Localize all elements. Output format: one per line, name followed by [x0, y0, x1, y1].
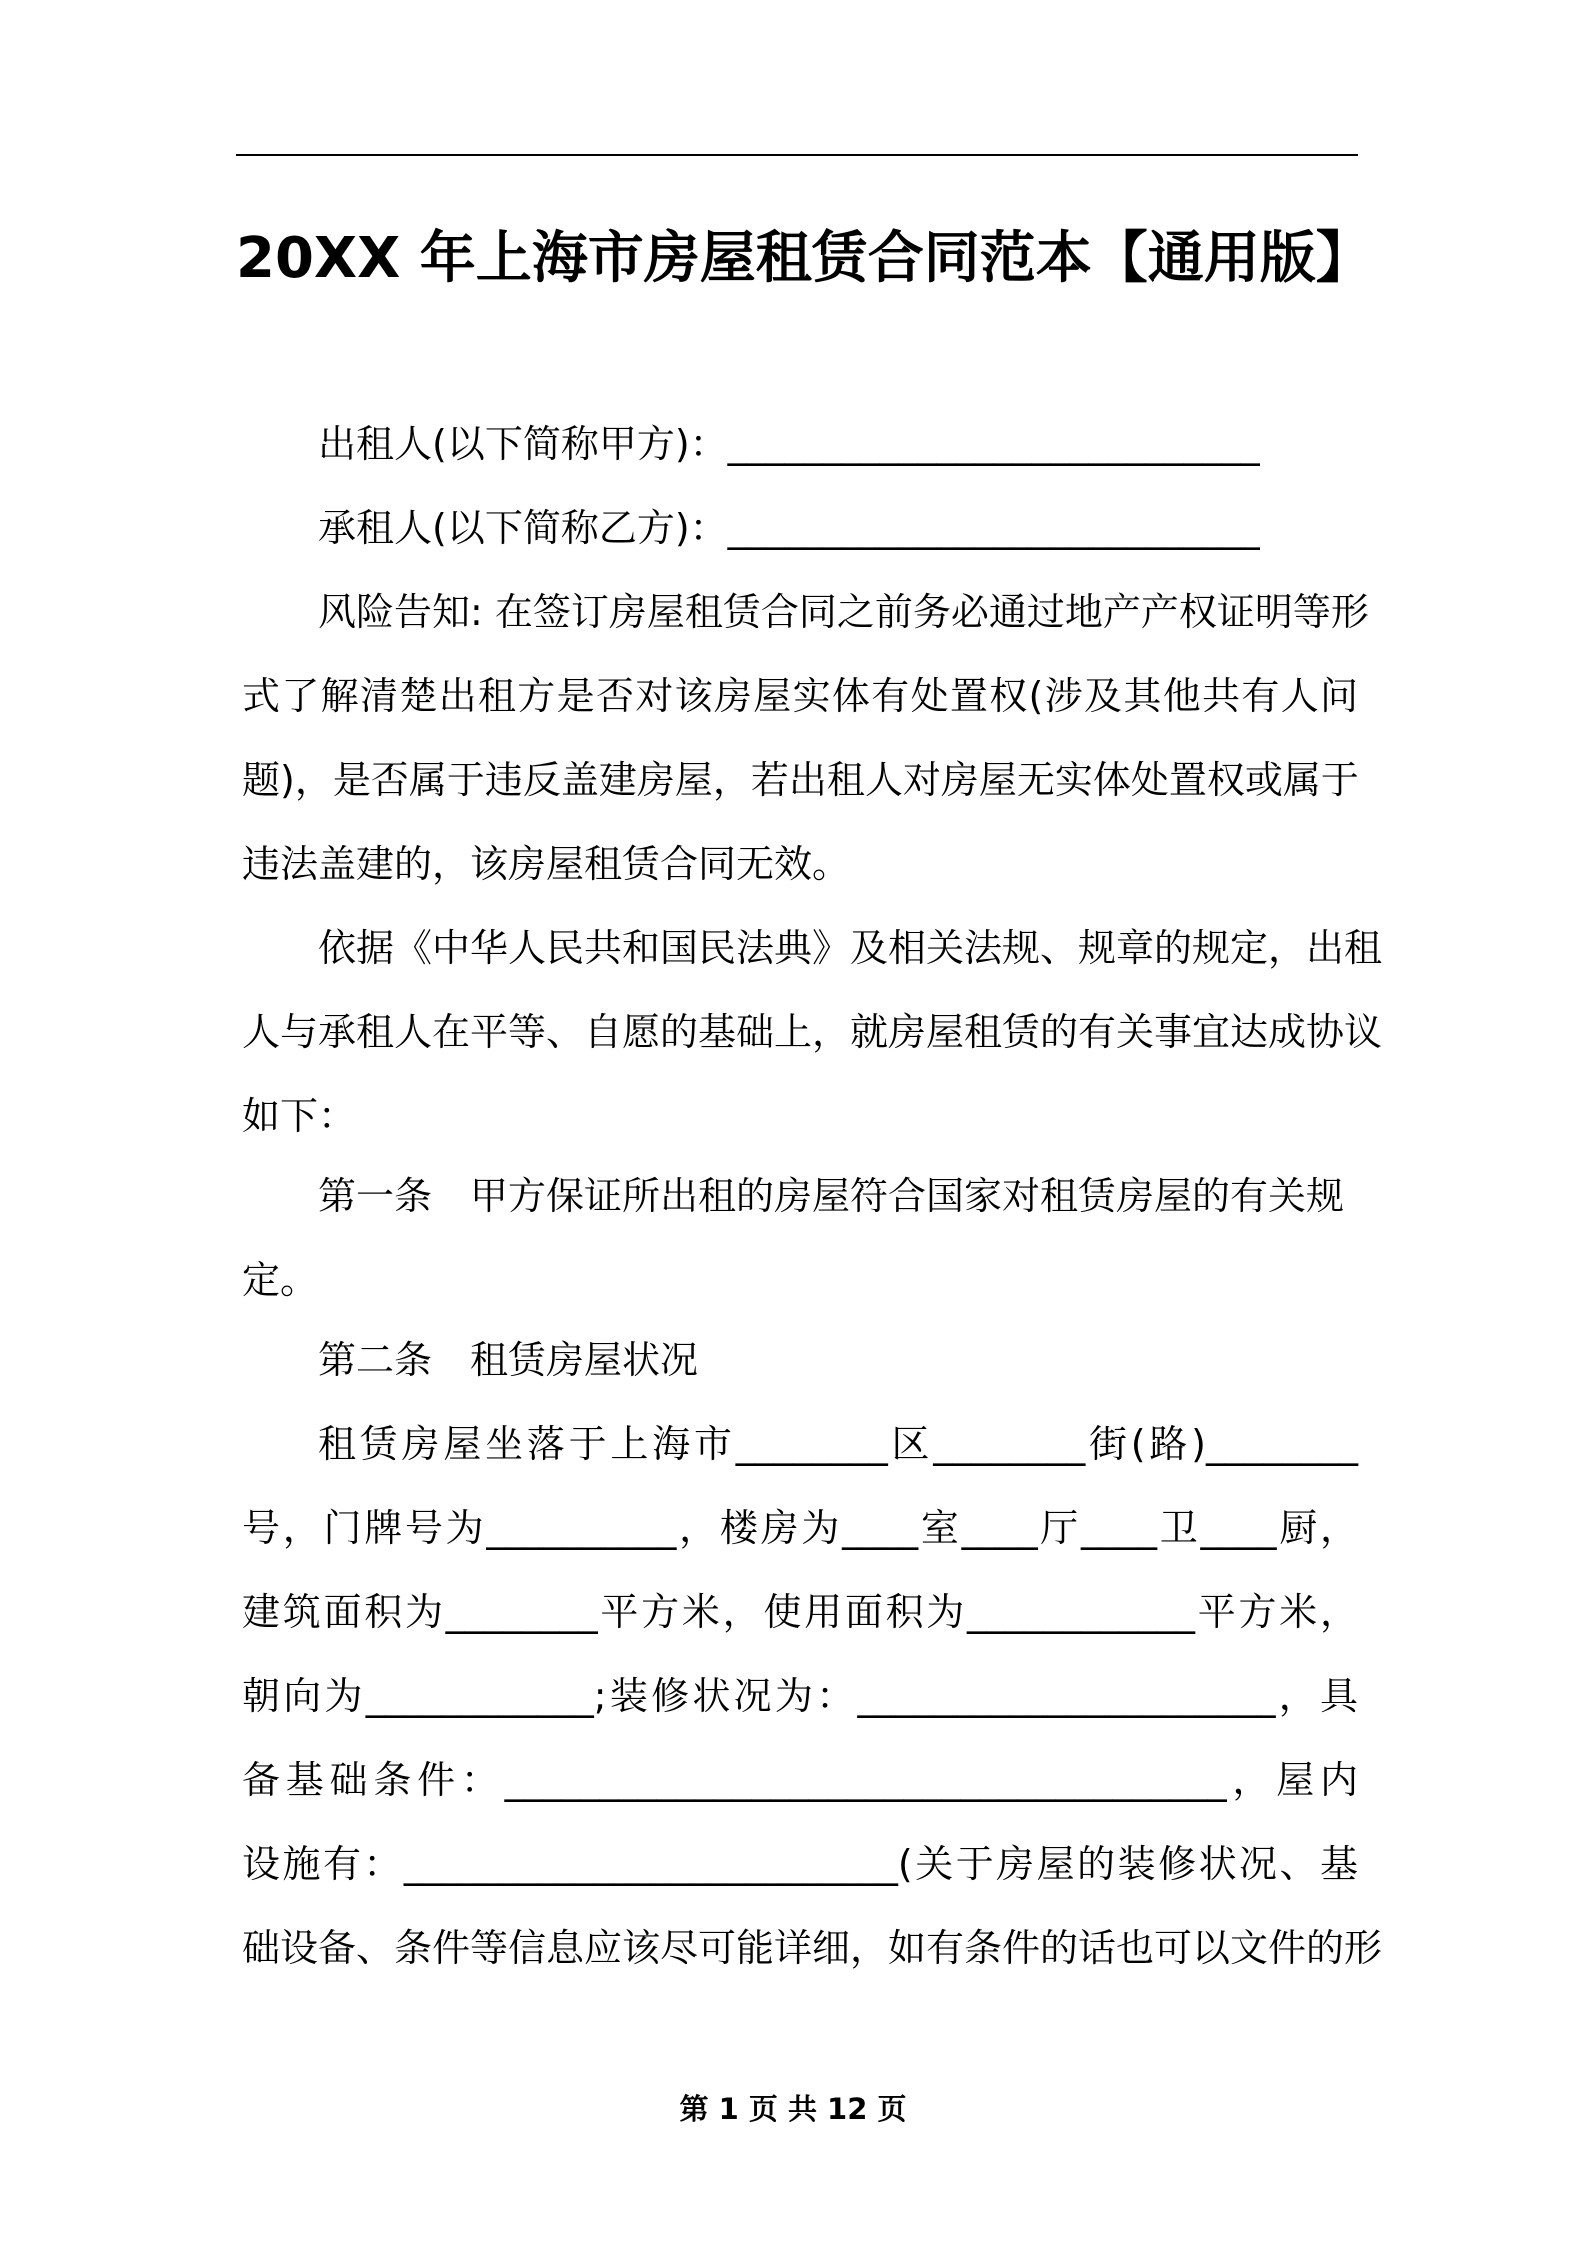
- paragraph-line: 依据《中华人民共和国民法典》及相关法规、规章的规定，出租: [318, 926, 1383, 970]
- paragraph-line: 备基础条件：______________________________________，屋内: [242, 1758, 1358, 1802]
- paragraph-line: 础设备、条件等信息应该尽可能详细，如有条件的话也可以文件的形: [242, 1926, 1383, 1970]
- paragraph-line: 建筑面积为________平方米，使用面积为____________平方米，: [242, 1590, 1358, 1634]
- article-1-line: 第一条 甲方保证所出租的房屋符合国家对租赁房屋的有关规: [318, 1174, 1345, 1218]
- page-number: 第 1 页 共 12 页: [679, 2092, 907, 2126]
- paragraph-line: 人与承租人在平等、自愿的基础上，就房屋租赁的有关事宜达成协议: [242, 1010, 1383, 1054]
- article-2-heading: 第二条 租赁房屋状况: [318, 1338, 699, 1382]
- paragraph-line: 设施有：__________________________(关于房屋的装修状况、基: [242, 1842, 1358, 1886]
- paragraph-line: 违法盖建的，该房屋租赁合同无效。: [242, 842, 851, 886]
- document-title: 20XX 年上海市房屋租赁合同范本【通用版】: [236, 226, 1372, 291]
- paragraph-line: 风险告知: 在签订房屋租赁合同之前务必通过地产产权证明等形: [318, 590, 1369, 634]
- header-rule: [236, 154, 1358, 156]
- lessor-line: 出租人(以下简称甲方)：____________________________: [318, 422, 1260, 466]
- paragraph-line: 如下：: [242, 1094, 357, 1138]
- paragraph-line: 式了解清楚出租方是否对该房屋实体有处置权(涉及其他共有人问: [242, 674, 1358, 718]
- paragraph-line: 号，门牌号为__________，楼房为____室____厅____卫____厨，: [242, 1506, 1358, 1550]
- article-1-line: 定。: [242, 1258, 319, 1302]
- paragraph-line: 朝向为____________;装修状况为：______________________，具: [242, 1674, 1358, 1718]
- paragraph-line: 题)，是否属于违反盖建房屋，若出租人对房屋无实体处置权或属于: [242, 758, 1359, 802]
- lessee-line: 承租人(以下简称乙方)：____________________________: [318, 506, 1260, 550]
- paragraph-line: 租赁房屋坐落于上海市________区________街(路)________: [318, 1422, 1358, 1466]
